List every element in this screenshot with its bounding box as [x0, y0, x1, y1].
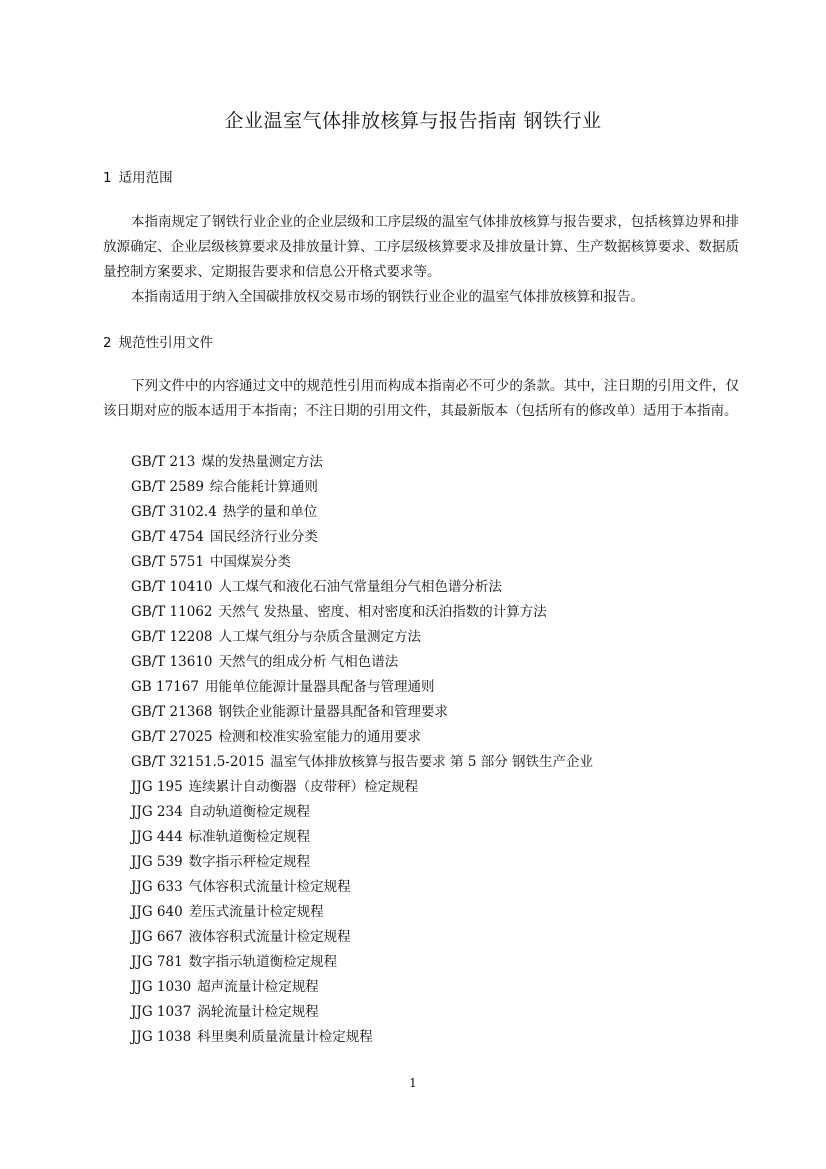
section-2-paragraph-1: 下列文件中的内容通过文中的规范性引用而构成本指南必不可少的条款。其中，注日期的引用文件，仅该日期对应的版本适用于本指南；不注日期的引用文件，其最新版本（包括所有的修改单）适用于本指南。 [103, 378, 739, 419]
section-1-number: 1 [103, 170, 112, 186]
reference-item [131, 525, 593, 550]
reference-title: 检测和校准实验室能力的通用要求 [218, 729, 421, 745]
reference-title: 煤的发热量测定方法 [201, 454, 323, 470]
reference-code: GB/T 27025 [131, 729, 213, 745]
reference-item [131, 775, 593, 800]
reference-code: GB/T 32151.5-2015 [131, 754, 265, 770]
reference-title: 气体容积式流量计检定规程 [188, 879, 351, 895]
reference-code: JJG 195 [131, 779, 183, 795]
reference-list [131, 450, 593, 1050]
reference-item [131, 550, 593, 575]
reference-title: 涡轮流量计检定规程 [197, 1004, 319, 1020]
reference-code: GB/T 10410 [131, 579, 213, 595]
reference-title: 天然气的组成分析 气相色谱法 [218, 654, 399, 670]
reference-title: 人工煤气组分与杂质含量测定方法 [218, 629, 421, 645]
reference-code: GB/T 12208 [131, 629, 213, 645]
reference-item [131, 600, 593, 625]
reference-title: 数字指示秤检定规程 [188, 854, 311, 870]
reference-title: 天然气 发热量、密度、相对密度和沃泊指数的计算方法 [218, 604, 547, 620]
reference-code: JJG 234 [131, 804, 183, 820]
reference-item [131, 675, 593, 700]
reference-title: 科里奥利质量流量计检定规程 [197, 1029, 373, 1045]
document-title: 企业温室气体排放核算与报告指南 钢铁行业 [224, 110, 602, 132]
reference-item [131, 1025, 593, 1050]
reference-title: 标准轨道衡检定规程 [188, 829, 311, 845]
reference-title: 国民经济行业分类 [209, 529, 318, 545]
reference-item [131, 900, 593, 925]
reference-title: 人工煤气和液化石油气常量组分气相色谱分析法 [218, 579, 502, 595]
reference-title: 综合能耗计算通则 [209, 479, 318, 495]
reference-title: 用能单位能源计量器具配备与管理通则 [204, 679, 435, 695]
reference-item [131, 975, 593, 1000]
reference-title: 热学的量和单位 [222, 504, 318, 520]
section-2-heading [103, 331, 213, 351]
reference-item [131, 750, 593, 775]
reference-item [131, 500, 593, 525]
reference-code: JJG 640 [131, 904, 183, 920]
reference-item [131, 800, 593, 825]
reference-item [131, 925, 593, 950]
reference-item [131, 950, 593, 975]
section-2-number: 2 [103, 335, 112, 351]
reference-item [131, 650, 593, 675]
reference-item [131, 725, 593, 750]
section-2-title: 规范性引用文件 [118, 335, 214, 351]
reference-code: JJG 667 [131, 929, 183, 945]
reference-code: JJG 781 [131, 954, 183, 970]
reference-code: JJG 1038 [131, 1029, 192, 1045]
reference-code: GB 17167 [131, 679, 199, 695]
section-1-heading [103, 166, 173, 186]
reference-title: 连续累计自动衡器（皮带秤）检定规程 [188, 779, 419, 795]
reference-title: 中国煤炭分类 [209, 554, 291, 570]
reference-code: JJG 539 [131, 854, 183, 870]
reference-code: GB/T 13610 [131, 654, 213, 670]
reference-item [131, 825, 593, 850]
reference-item [131, 875, 593, 900]
section-1-paragraph-1: 本指南规定了钢铁行业企业的企业层级和工序层级的温室气体排放核算与报告要求，包括核算边界和排放源确定、企业层级核算要求及排放量计算、工序层级核算要求及排放量计算、生产数据核算要求、数据质量控制方案要求、定期报告要求和信息公开格式要求等。 [103, 214, 739, 280]
reference-item [131, 575, 593, 600]
section-1-paragraph-2: 本指南适用于纳入全国碳排放权交易市场的钢铁行业企业的温室气体排放核算和报告。 [131, 289, 644, 305]
reference-code: GB/T 11062 [131, 604, 213, 620]
reference-title: 自动轨道衡检定规程 [188, 804, 311, 820]
reference-code: GB/T 5751 [131, 554, 204, 570]
reference-item [131, 700, 593, 725]
reference-code: GB/T 4754 [131, 529, 204, 545]
page-number: 1 [409, 1076, 417, 1090]
reference-code: GB/T 3102.4 [131, 504, 217, 520]
reference-code: JJG 1030 [131, 979, 192, 995]
reference-title: 钢铁企业能源计量器具配备和管理要求 [218, 704, 448, 720]
reference-code: GB/T 21368 [131, 704, 213, 720]
reference-item [131, 850, 593, 875]
reference-code: JJG 444 [131, 829, 183, 845]
reference-item [131, 450, 593, 475]
reference-code: JJG 1037 [131, 1004, 192, 1020]
reference-item [131, 475, 593, 500]
reference-code: JJG 633 [131, 879, 183, 895]
reference-title: 差压式流量计检定规程 [188, 904, 324, 920]
reference-title: 数字指示轨道衡检定规程 [188, 954, 338, 970]
reference-code: GB/T 2589 [131, 479, 204, 495]
section-1-title: 适用范围 [118, 170, 173, 186]
reference-item [131, 625, 593, 650]
reference-title: 超声流量计检定规程 [197, 979, 319, 995]
reference-item [131, 1000, 593, 1025]
reference-title: 温室气体排放核算与报告要求 第 5 部分 钢铁生产企业 [270, 754, 594, 770]
reference-code: GB/T 213 [131, 454, 196, 470]
reference-title: 液体容积式流量计检定规程 [188, 929, 351, 945]
